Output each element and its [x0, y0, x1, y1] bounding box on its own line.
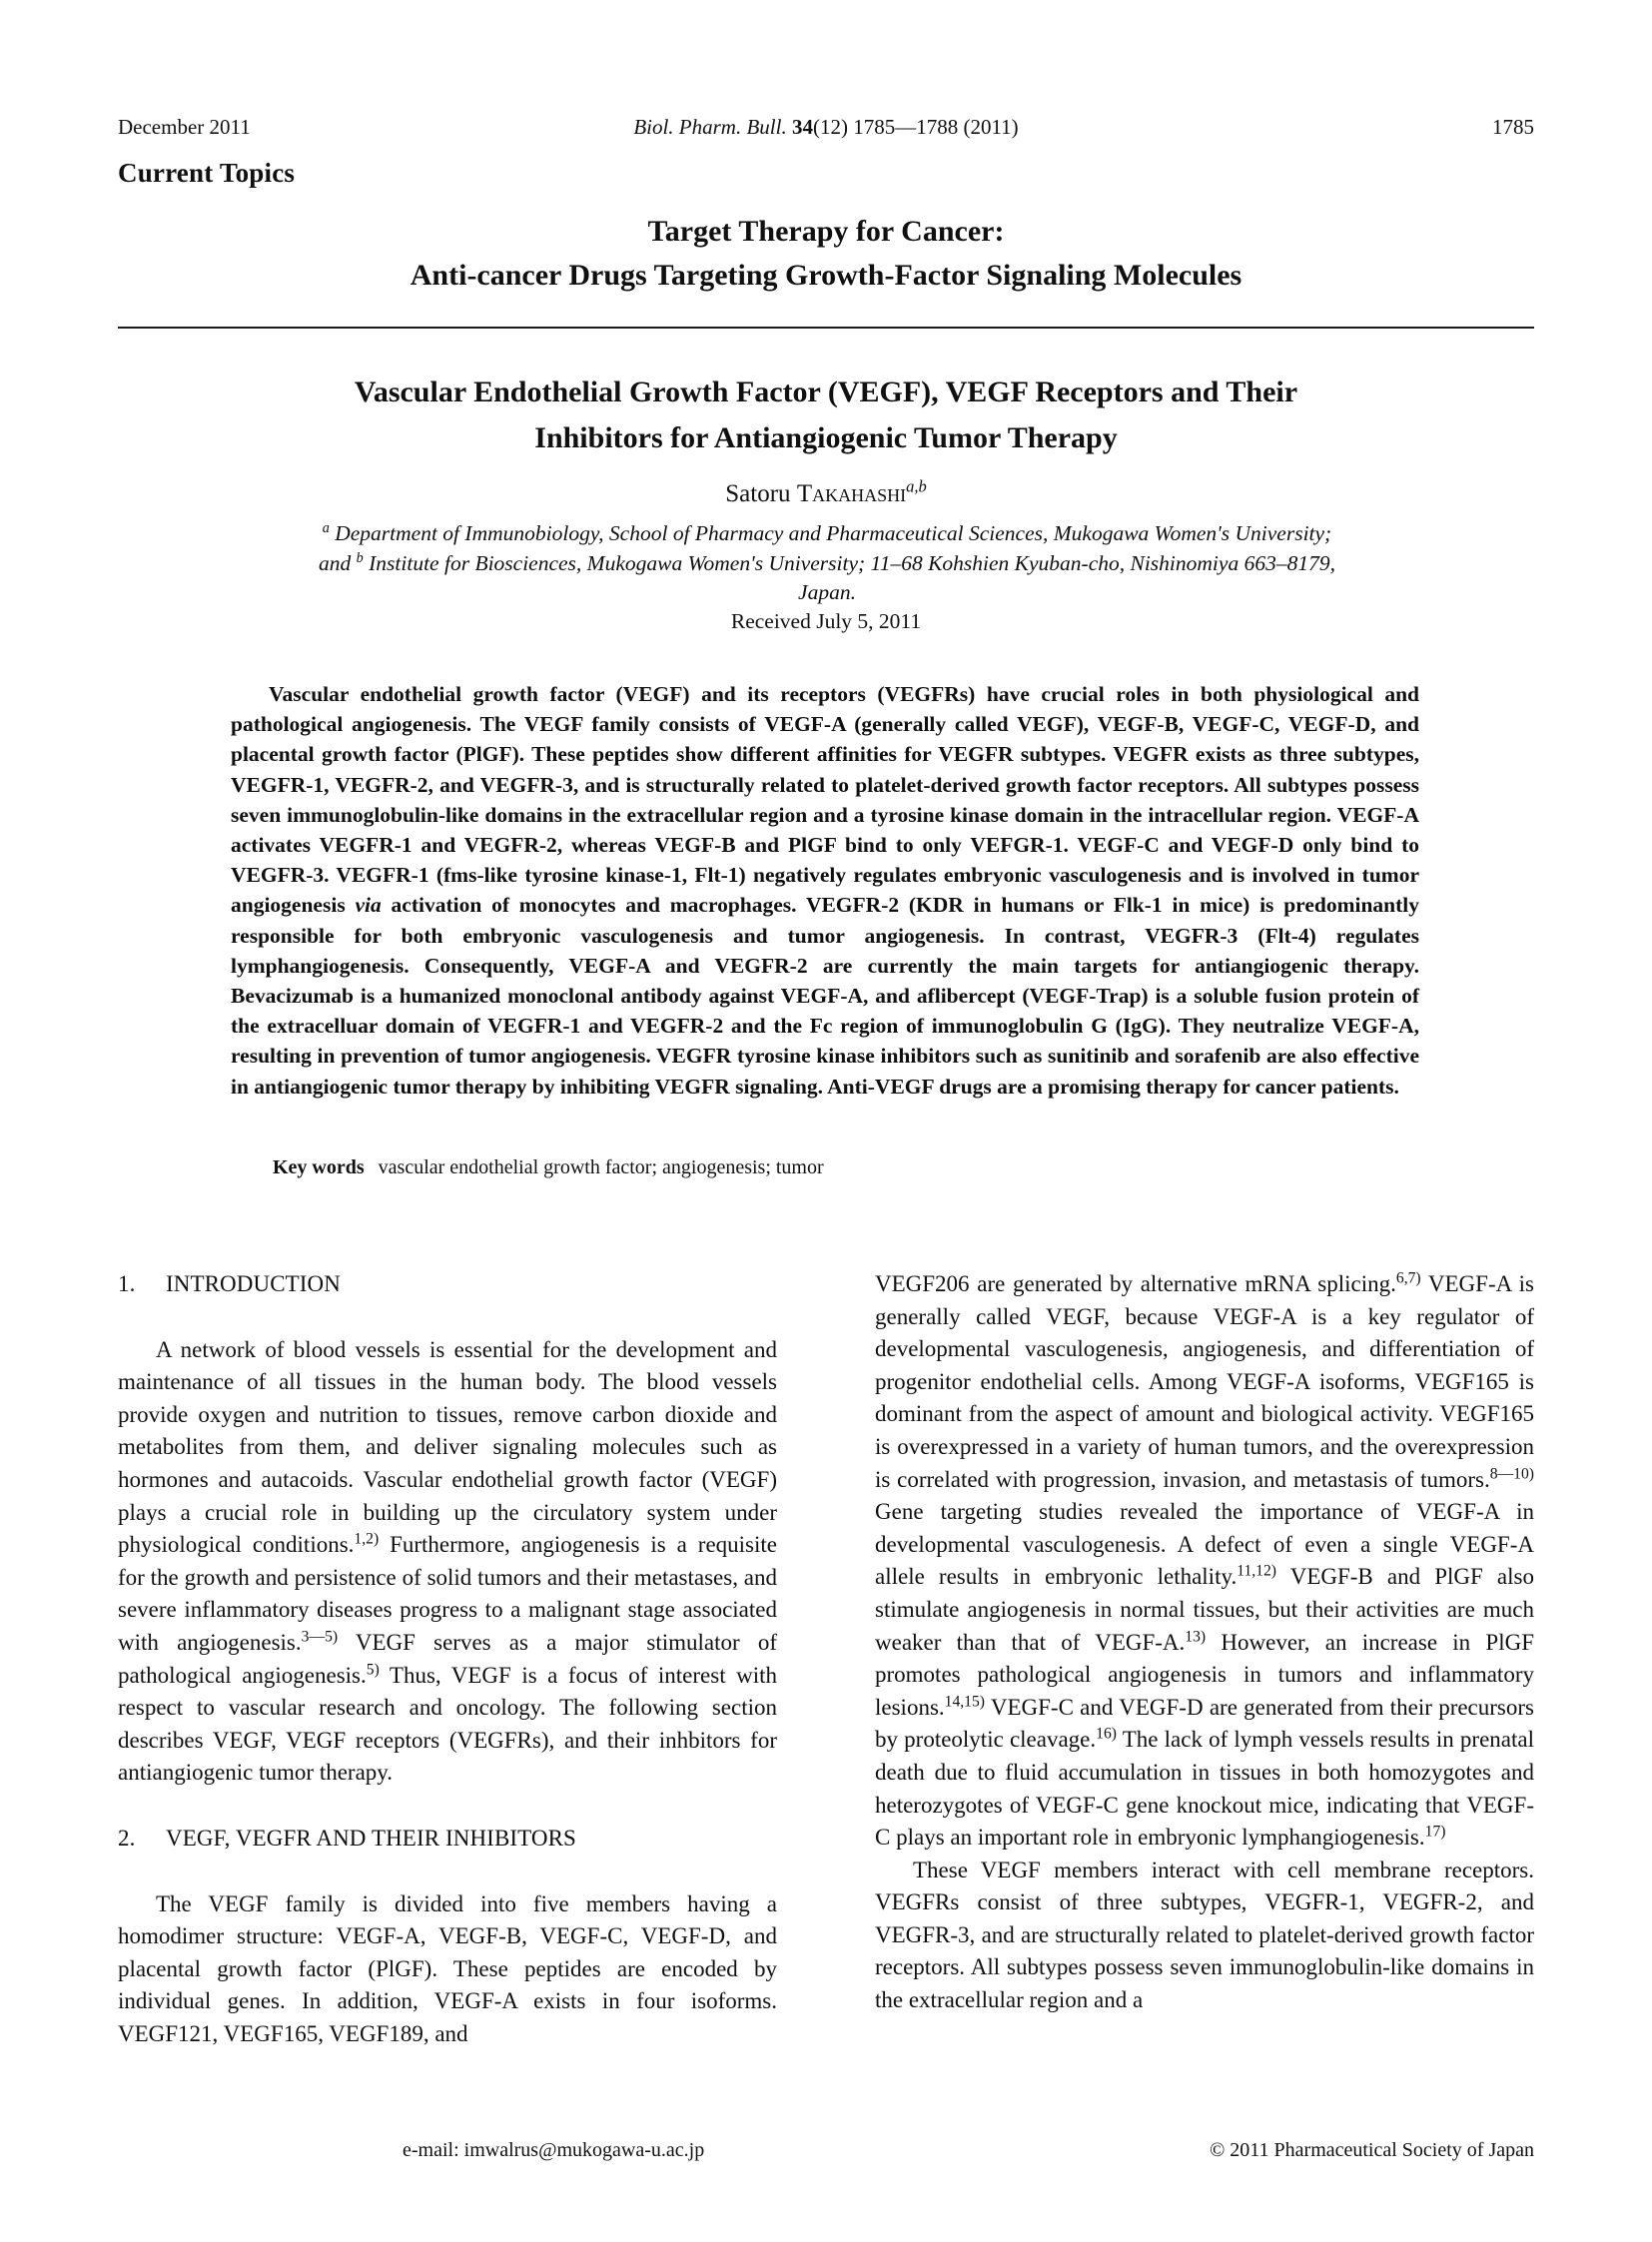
text-run: A network of blood vessels is essential for the development and maintenance of all tissues in the human body. The blood vessels provide oxygen and nutrition to tissues, remove carbon dioxide and metabolites from them, and deliver signaling molecules such as hormones and autacoids. Vascular endothelial growth factor (VEGF) plays a crucial role in building up the circulatory system under physiological conditions. — [118, 1336, 777, 1558]
affiliation-text-a: Department of Immunobiology, School of Pharmacy and Pharmaceutical Sciences, Mukogawa Women's University; and — [319, 521, 1332, 575]
text-run: The lack of lymph vessels results in prenatal death due to fluid accumulation in tissues in both homozygotes and heterozygotes of VEGF-C gene knockout mice, indicating that VEGF-C plays an important role in embryonic lymphangiogenesis. — [875, 1727, 1534, 1851]
text-run: However, an increase in PlGF promotes pathological angiogenesis in tumors and inflammatory lesions. — [875, 1629, 1535, 1720]
section-heading-vegf-inhibitors — [118, 1823, 777, 1856]
abstract-italic-via: via — [355, 893, 382, 918]
author-affiliation-marks: a,b — [906, 476, 927, 496]
affiliation-text-b: Institute for Biosciences, Mukogawa Women's University; 11–68 Kohshien Kyuban-cho, Nishinomiya 663–8179, Japan. — [363, 550, 1335, 604]
abstract-part-2: activation of monocytes and macrophages. VEGFR-2 (KDR in humans or Flk-1 in mice) is predominantly responsible for both embryonic vasculogenesis and tumor angiogenesis. In contrast, VEGFR-3 (Flt-4) regulates lymphangiogenesis. Consequently, VEGF-A and VEGFR-2 are currently the main targets for antiangiogenic therapy. Bevacizumab is a humanized monoclonal antibody against VEGF-A, and aflibercept (VEGF-Trap) is a soluble fusion protein of the extracelluar domain of VEGFR-1 and VEGFR-2 and the Fc region of immunoglobulin G (IgG). They neutralize VEGF-A, resulting in prevention of tumor angiogenesis. VEGFR tyrosine kinase inhibitors such as sunitinib and sorafenib are also effective in antiangiogenic tumor therapy by inhibiting VEGFR signaling. Anti-VEGF drugs are a promising therapy for cancer patients. — [231, 893, 1419, 1099]
keywords-terms: vascular endothelial growth factor; angiogenesis; tumor — [378, 1156, 824, 1178]
paragraph — [118, 1334, 777, 1790]
keywords — [273, 1153, 1421, 1181]
text-run: VEGF206 are generated by alternative mRNA splicing. — [875, 1271, 1396, 1296]
copyright-notice: © 2011 Pharmaceutical Society of Japan — [1210, 2139, 1534, 2161]
running-head — [118, 112, 1534, 142]
citation-marker: 16) — [1096, 1725, 1117, 1743]
running-head-date: December 2011 — [118, 115, 251, 139]
contact-email[interactable]: e-mail: imwalrus@mukogawa-u.ac.jp — [403, 2139, 705, 2161]
body-column-left — [118, 1268, 777, 2050]
text-run: Thus, VEGF is a focus of interest with respect to vascular research and oncology. The following section describes VEGF, VEGF receptors (VEGFRs), and their inhbitors for antiangiogenic tumor therapy. — [118, 1662, 778, 1786]
citation-marker: 8—10) — [1489, 1464, 1534, 1482]
citation-marker: 13) — [1185, 1627, 1207, 1645]
banner-line-2: Anti-cancer Drugs Targeting Growth-Factor Signaling Molecules — [410, 259, 1242, 292]
article-title-line-1: Vascular Endothelial Growth Factor (VEGF), VEGF Receptors and Their — [354, 375, 1298, 408]
journal-name: Biol. Pharm. Bull. — [633, 115, 787, 139]
section-title-introduction: INTRODUCTION — [166, 1271, 341, 1296]
citation-marker: 1,2) — [354, 1530, 380, 1548]
paragraph: The VEGF family is divided into five members having a homodimer structure: VEGF-A, VEGF-B, VEGF-C, VEGF-D, and placental growth factor (PlGF). These peptides are encoded by individual genes. In addition, VEGF-A exists in four isoforms. VEGF121, VEGF165, VEGF189, and — [118, 1890, 777, 2046]
text-run: VEGF-C and VEGF-D are generated from their precursors by proteolytic cleavage. — [875, 1694, 1534, 1753]
affiliation-mark-b: b — [356, 549, 364, 566]
running-head-citation — [118, 112, 1534, 142]
section-number-2: 2. — [118, 1825, 136, 1851]
citation-marker: 17) — [1424, 1823, 1446, 1841]
affiliation-mark-a: a — [322, 519, 330, 536]
banner-divider — [118, 327, 1534, 329]
text-run: Furthermore, angiogenesis is a requisite for the growth and persistence of solid tumors and their metastases, and severe inflammatory diseases progress to a malignant stage associated with angiogenesis. — [118, 1532, 777, 1655]
abstract — [231, 679, 1419, 1102]
text-run: VEGF-A is generally called VEGF, because VEGF-A is a key regulator of developmental vasculogenesis, angiogenesis, and differentiation of progenitor endothelial cells. Among VEGF-A isoforms, VEGF165 is dominant from the aspect of amount and biological activity. VEGF165 is overexpressed in a variety of human tumors, and the overexpression is correlated with progression, invasion, and metastasis of tumors. — [875, 1271, 1534, 1492]
current-topics-label: Current Topics — [118, 158, 296, 188]
citation-marker: 11,12) — [1237, 1562, 1276, 1580]
author-given-name: Satoru — [725, 480, 791, 507]
article-title-line-2: Inhibitors for Antiangiogenic Tumor Therapy — [534, 421, 1118, 454]
keywords-label: Key words — [273, 1156, 365, 1178]
issue-pages: (12) 1785—1788 (2011) — [812, 115, 1019, 139]
received-date: Received July 5, 2011 — [730, 609, 922, 633]
paragraph — [875, 1268, 1534, 1855]
citation-marker: 6,7) — [1395, 1269, 1421, 1287]
affiliation-block — [308, 519, 1346, 608]
page-content-area — [118, 0, 1534, 2242]
author-family-name: Takahashi — [796, 480, 907, 507]
text-run: VEGF serves as a major stimulator of pathological angiogenesis. — [118, 1629, 777, 1688]
paragraph: These VEGF members interact with cell membrane receptors. VEGFRs consist of three subtypes, VEGFR-1, VEGFR-2, and VEGFR-3, and are structurally related to platelet-derived growth factor receptors. All subtypes possess seven immunoglobulin-like domains in the extracellular region and a — [875, 1857, 1534, 2013]
page-number: 1785 — [1492, 115, 1534, 139]
section-title-vegf-inhibitors: VEGF, VEGFR AND THEIR INHIBITORS — [166, 1825, 576, 1851]
citation-marker: 5) — [366, 1660, 380, 1678]
text-run: Gene targeting studies revealed the importance of VEGF-A in developmental vasculogenesis. A defect of even a single VEGF-A allele results in embryonic lethality. — [875, 1499, 1534, 1590]
section-number-1: 1. — [118, 1271, 136, 1296]
body-column-right — [875, 1268, 1534, 2017]
section-heading-introduction — [118, 1268, 777, 1301]
author-line — [118, 477, 1534, 511]
article-title — [178, 370, 1474, 461]
volume-number: 34 — [791, 115, 813, 139]
citation-marker: 14,15) — [944, 1693, 986, 1711]
banner-line-1: Target Therapy for Cancer: — [647, 215, 1005, 248]
citation-marker: 3—5) — [301, 1628, 339, 1646]
abstract-part-1: Vascular endothelial growth factor (VEGF) and its receptors (VEGFRs) have crucial roles in both physiological and pathological angiogenesis. The VEGF family consists of VEGF-A (generally called VEGF), VEGF-B, VEGF-C, VEGF-D, and placental growth factor (PlGF). These peptides show different affinities for VEGFR subtypes. VEGFR exists as three subtypes, VEGFR-1, VEGFR-2, and VEGFR-3, and is structurally related to platelet-derived growth factor receptors. All subtypes possess seven immunoglobulin-like domains in the extracellular region and a tyrosine kinase domain in the intracellular region. VEGF-A activates VEGFR-1 and VEGFR-2, whereas VEGF-B and PlGF bind to only VEFGR-1. VEGF-C and VEGF-D only bind to VEGFR-3. VEGFR-1 (fms-like tyrosine kinase-1, Flt-1) negatively regulates embryonic vasculogenesis and is involved in tumor angiogenesis — [231, 682, 1419, 918]
topic-banner — [118, 210, 1534, 298]
page-footer — [118, 2135, 1534, 2165]
text-run: VEGF-B and PlGF also stimulate angiogenesis in normal tissues, but their activities are much weaker than that of VEGF-A. — [875, 1564, 1534, 1655]
